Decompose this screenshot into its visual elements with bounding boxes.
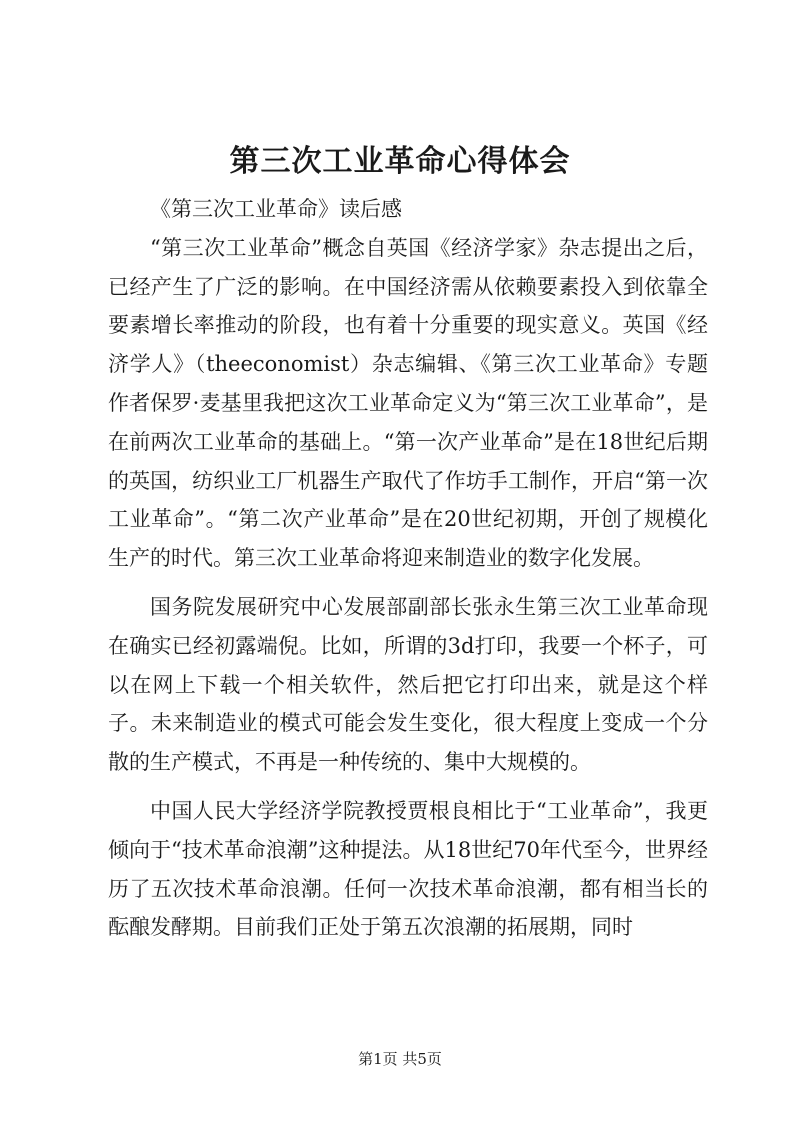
paragraph: “第三次工业革命”概念自英国《经济学家》杂志提出之后，已经产生了广泛的影响。在中国经济需从依赖要素投入到依靠全要素增长率推动的阶段，也有着十分重要的现实意义。英国《经济学人》（theeconomist）杂志编辑、《第三次工业革命》专题作者保罗·麦基里我把这次工业革命定义为“第三次工业革命”，是在前两次工业革命的基础上。“第一次产业革命”是在18世纪后期的英国，纺织业工厂机器生产取代了作坊手工制作，开启“第一次工业革命”。“第二次产业革命”是在20世纪初期，开创了规模化生产的时代。第三次工业革命将迎来制造业的数字化发展。 [108,235,708,571]
paragraph: 中国人民大学经济学院教授贾根良相比于“工业革命”，我更倾向于“技术革命浪潮”这种提法。从18世纪70年代至今，世界经历了五次技术革命浪潮。任何一次技术革命浪潮，都有相当长的酝酿发酵期。目前我们正处于第五次浪潮的拓展期，同时 [108,798,708,940]
document-title: 第三次工业革命心得体会 [229,144,571,179]
page-footer: 第1页 共5页 [358,1050,442,1068]
document-subtitle: 《第三次工业革命》读后感 [150,197,402,221]
paragraph: 国务院发展研究中心发展部副部长张永生第三次工业革命现在确实已经初露端倪。比如，所谓的3d打印，我要一个杯子，可以在网上下载一个相关软件，然后把它打印出来，就是这个样子。未来制造业的模式可能会发生变化，很大程度上变成一个分散的生产模式，不再是一种传统的、集中大规模的。 [108,594,708,775]
document-body [108,190,708,947]
